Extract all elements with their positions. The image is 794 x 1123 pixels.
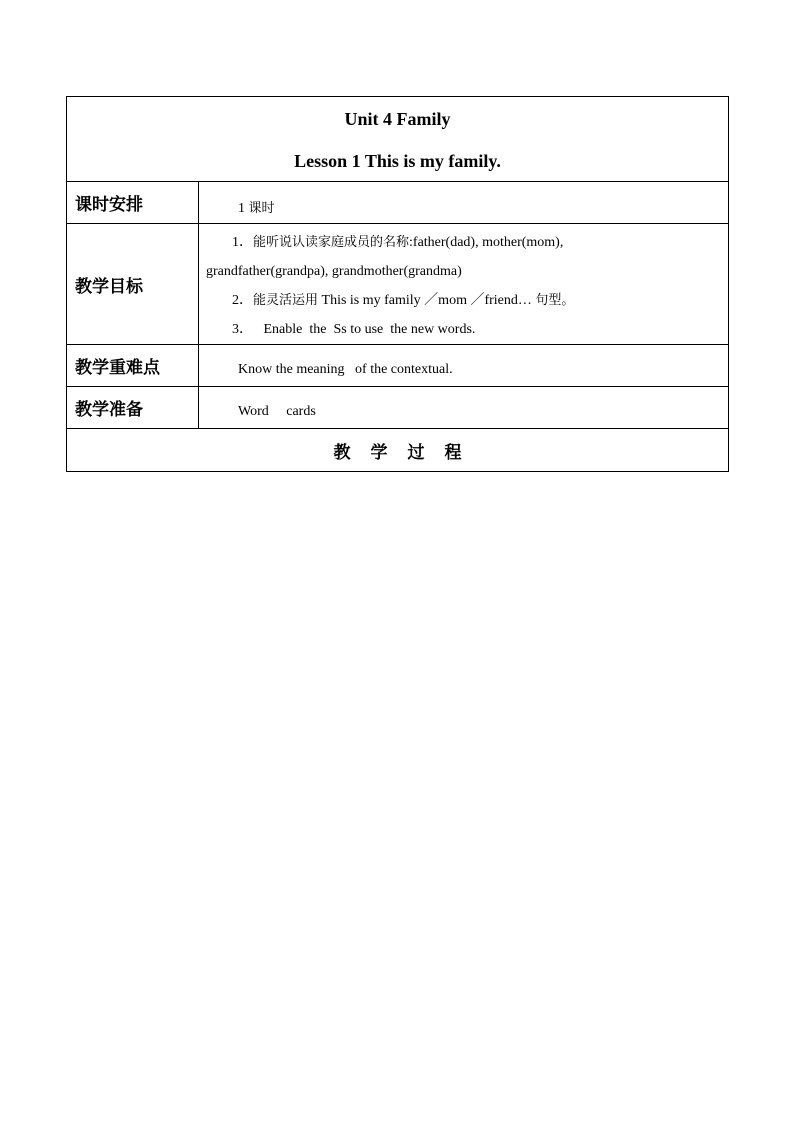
goal-1-english: :father(dad), mother(mom), (409, 235, 564, 250)
key-points-value-cell (199, 345, 729, 387)
schedule-label: 课时安排 (67, 182, 199, 224)
title-cell (67, 97, 729, 182)
title-row (67, 97, 729, 182)
goals-label: 教学目标 (67, 224, 199, 345)
key-points-value: Know the meaning of the contextual. (238, 361, 453, 377)
process-heading: 教学过程 (67, 429, 729, 472)
goal-3-english: This is my family ／mom ／friend… (318, 293, 536, 308)
goal-3-number: 2． (232, 293, 253, 308)
key-points-label: 教学重难点 (67, 345, 199, 387)
goal-line-2: grandfather(grandpa), grandmother(grandma) (206, 264, 462, 279)
process-row (67, 429, 729, 472)
preparation-row (67, 387, 729, 429)
goal-1-number: 1． (232, 235, 253, 250)
goal-1-chinese: 能听说认读家庭成员的名称 (253, 235, 410, 250)
goal-line-1 (199, 228, 728, 257)
schedule-value-unit: 课时 (248, 200, 275, 216)
goal-line-4: 3． Enable the Ss to use the new words. (232, 322, 476, 337)
lesson-plan-table (66, 96, 729, 472)
goal-3-chinese-b: 句型。 (535, 293, 575, 308)
goal-line-3 (199, 286, 728, 315)
goal-3-chinese-a: 能灵活运用 (253, 293, 319, 308)
unit-title: Unit 4 Family (344, 109, 451, 129)
goals-row (67, 224, 729, 345)
schedule-row (67, 182, 729, 224)
schedule-value-number: 1 (238, 200, 249, 216)
key-points-row (67, 345, 729, 387)
schedule-value (199, 189, 728, 217)
preparation-value-cell (199, 387, 729, 429)
schedule-value-cell (199, 182, 729, 224)
preparation-value: Word cards (238, 403, 316, 419)
lesson-title: Lesson 1 This is my family. (294, 151, 501, 171)
preparation-label: 教学准备 (67, 387, 199, 429)
goals-cell (199, 224, 729, 345)
